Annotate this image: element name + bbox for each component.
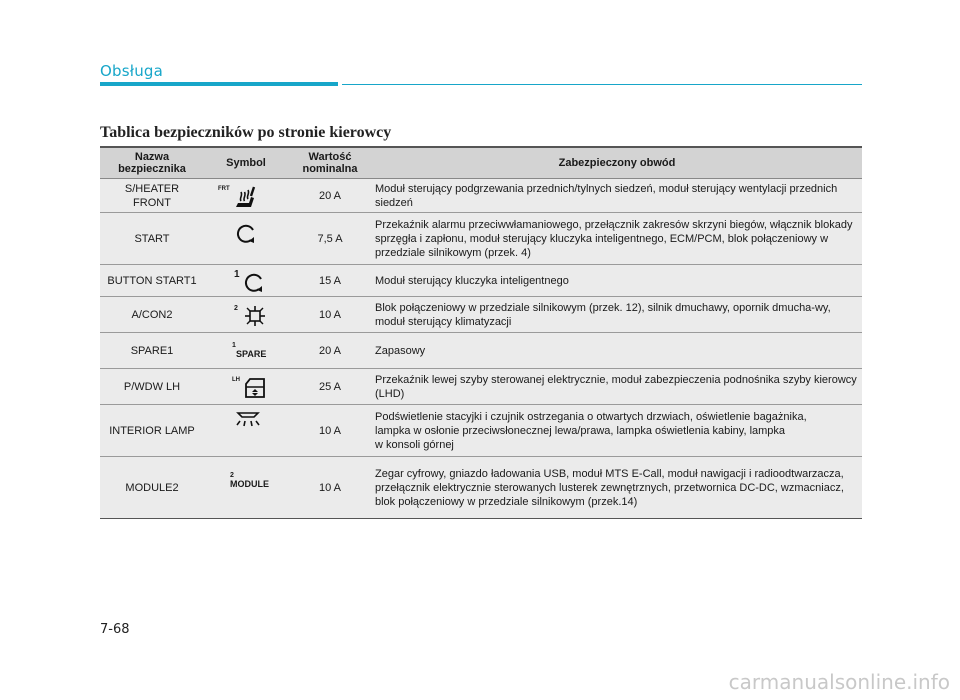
page-number: 7-68 xyxy=(100,622,130,637)
fuse-symbol xyxy=(204,179,288,213)
fuse-name: START xyxy=(100,213,204,265)
fuse-symbol xyxy=(204,213,288,265)
symbol-label: FRT xyxy=(218,186,230,192)
section-bar-thin xyxy=(342,84,862,85)
col-header-rating: Wartość nominalna xyxy=(288,147,372,179)
fuse-circuit: Moduł sterujący podgrzewania przednich/tylnych siedzeń, moduł sterujący wentylacji przednich siedzeń xyxy=(372,179,862,213)
col-header-circuit: Zabezpieczony obwód xyxy=(372,147,862,179)
fuse-rating: 10 A xyxy=(288,457,372,519)
fuse-symbol xyxy=(204,297,288,333)
spare-text-icon: SPARE xyxy=(236,349,267,359)
table-row xyxy=(100,369,862,405)
fuse-name: A/CON2 xyxy=(100,297,204,333)
symbol-superscript: 1 xyxy=(232,342,236,349)
fuse-circuit: Zapasowy xyxy=(372,333,862,369)
fuse-rating: 20 A xyxy=(288,333,372,369)
fuse-circuit: Podświetlenie stacyjki i czujnik ostrzegania o otwartych drzwiach, oświetlenie bagażnika, lampka w osłonie przeciwsłonecznej lewa/prawa, lampka oświetlenia kabiny, lampka w konsoli górnej xyxy=(372,405,862,457)
symbol-label: 1 xyxy=(234,269,240,280)
table-row xyxy=(100,457,862,519)
table-row xyxy=(100,179,862,213)
module-text-icon: MODULE xyxy=(230,479,269,489)
fuse-rating: 15 A xyxy=(288,265,372,297)
table-row xyxy=(100,213,862,265)
interior-lamp-icon xyxy=(232,409,264,431)
fuse-name: MODULE2 xyxy=(100,457,204,519)
fuse-rating: 25 A xyxy=(288,369,372,405)
table-row xyxy=(100,333,862,369)
fuse-symbol xyxy=(204,457,288,519)
fuse-symbol xyxy=(204,333,288,369)
watermark: carmanualsonline.info xyxy=(728,670,950,694)
fuse-name: INTERIOR LAMP xyxy=(100,405,204,457)
power-window-icon xyxy=(244,377,266,399)
fuse-name: BUTTON START1 xyxy=(100,265,204,297)
fuse-circuit: Moduł sterujący kluczyka inteligentnego xyxy=(372,265,862,297)
symbol-label: LH xyxy=(232,377,240,383)
fuse-circuit: Blok połączeniowy w przedziale silnikowym (przek. 12), silnik dmuchawy, opornik dmucha-wy, moduł sterujący klimatyzacji xyxy=(372,297,862,333)
start-arrow-icon xyxy=(234,221,258,245)
air-conditioning-icon xyxy=(244,305,266,327)
fuse-rating: 10 A xyxy=(288,297,372,333)
section-bar-thick xyxy=(100,82,338,86)
page-heading: Tablica bezpieczników po stronie kierowcy xyxy=(100,124,392,141)
symbol-superscript: 2 xyxy=(230,472,234,479)
fuse-circuit: Przekaźnik lewej szyby sterowanej elektrycznie, moduł zabezpieczenia podnośnika szyby kierowcy (LHD) xyxy=(372,369,862,405)
table-row xyxy=(100,265,862,297)
fuse-rating: 10 A xyxy=(288,405,372,457)
seat-heater-icon xyxy=(232,185,256,209)
table-row xyxy=(100,297,862,333)
table-header-row xyxy=(100,147,862,179)
fuse-table xyxy=(100,146,862,519)
fuse-symbol xyxy=(204,405,288,457)
fuse-rating: 7,5 A xyxy=(288,213,372,265)
col-header-symbol: Symbol xyxy=(204,147,288,179)
symbol-label: 2 xyxy=(234,305,238,312)
fuse-circuit: Przekaźnik alarmu przeciwwłamaniowego, przełącznik zakresów skrzyni biegów, włącznik blokady sprzęgła i zapłonu, moduł sterujący kluczyka inteligentnego, ECM/PCM, blok połączeniowy w przedziale silnikowym (przek. 4) xyxy=(372,213,862,265)
start-arrow-icon xyxy=(242,270,266,294)
table-row xyxy=(100,405,862,457)
section-title: Obsługa xyxy=(100,62,164,80)
fuse-name: SPARE1 xyxy=(100,333,204,369)
fuse-circuit: Zegar cyfrowy, gniazdo ładowania USB, moduł MTS E-Call, moduł nawigacji i radioodtwarzacza, przełącznik elektrycznie sterowanych lusterek zewnętrznych, przetwornica DC-DC, wzmacniacz, blok połączeniowy w przedziale silnikowym (przek.14) xyxy=(372,457,862,519)
fuse-symbol xyxy=(204,369,288,405)
fuse-symbol xyxy=(204,265,288,297)
fuse-name: S/HEATER FRONT xyxy=(100,179,204,213)
fuse-rating: 20 A xyxy=(288,179,372,213)
fuse-name: P/WDW LH xyxy=(100,369,204,405)
col-header-name: Nazwa bezpiecznika xyxy=(100,147,204,179)
